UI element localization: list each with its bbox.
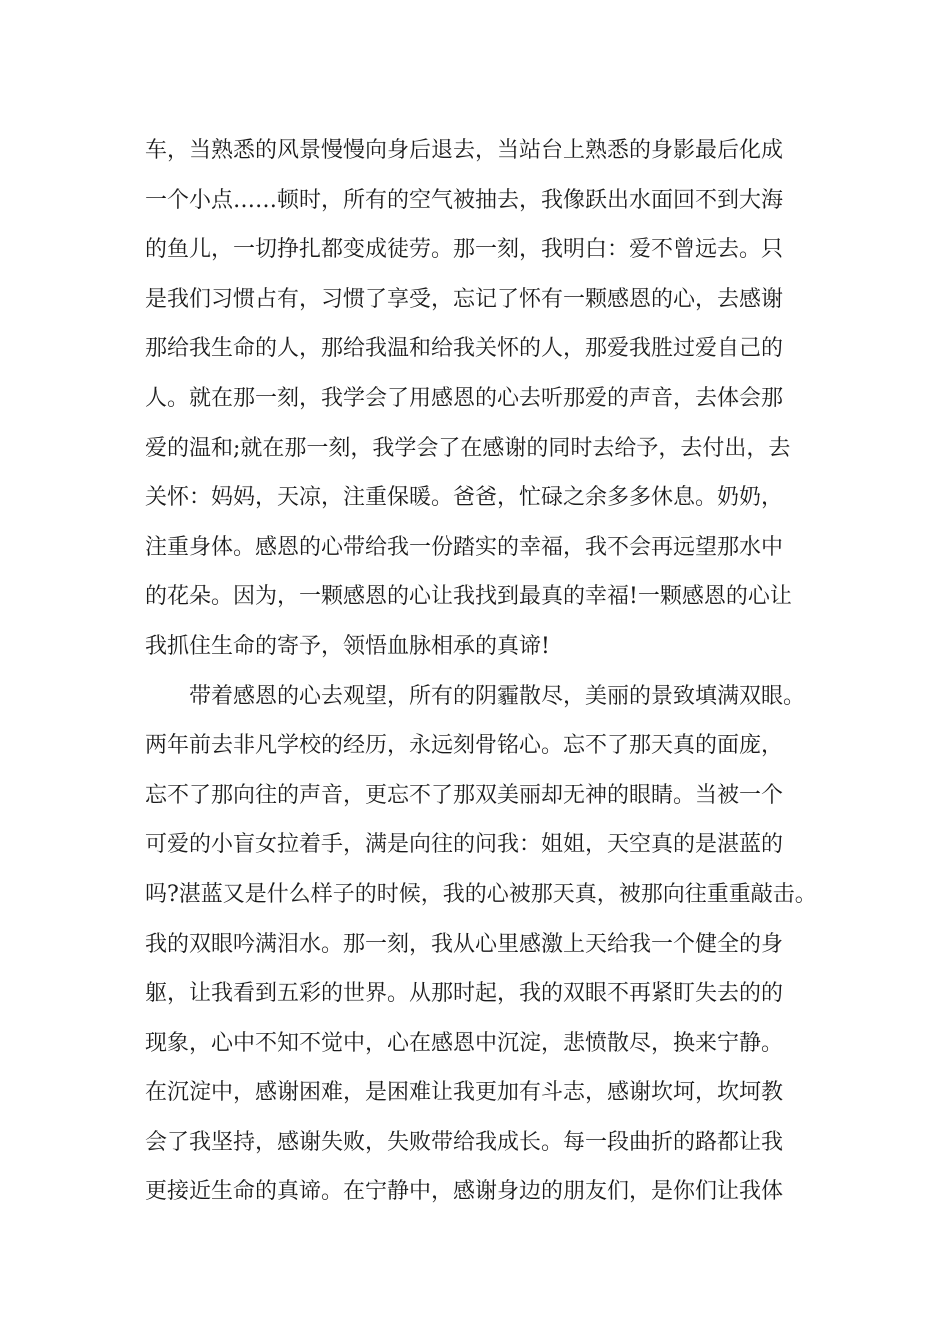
text-line: 爱的温和;就在那一刻，我学会了在感谢的同时去给予，去付出，去 bbox=[145, 435, 791, 461]
text-line: 一个小点……顿时，所有的空气被抽去，我像跃出水面回不到大海 bbox=[145, 187, 784, 213]
text-line: 在沉淀中，感谢困难，是困难让我更加有斗志，感谢坎坷，坎坷教 bbox=[145, 1080, 784, 1106]
text-line: 会了我坚持，感谢失败，失败带给我成长。每一段曲折的路都让我 bbox=[145, 1129, 784, 1155]
text-line: 关怀：妈妈，天凉，注重保暖。爸爸，忙碌之余多多休息。奶奶， bbox=[145, 485, 784, 511]
paragraph-start-line: 带着感恩的心去观望，所有的阴霾散尽，美丽的景致填满双眼。 bbox=[189, 683, 806, 709]
text-line: 是我们习惯占有，习惯了享受，忘记了怀有一颗感恩的心，去感谢 bbox=[145, 286, 784, 312]
text-line: 可爱的小盲女拉着手，满是向往的问我：姐姐，天空真的是湛蓝的 bbox=[145, 832, 784, 858]
text-line: 的花朵。因为，一颗感恩的心让我找到最真的幸福!一颗感恩的心让 bbox=[145, 584, 792, 610]
text-line: 吗?湛蓝又是什么样子的时候，我的心被那天真，被那向往重重敲击。 bbox=[145, 881, 817, 907]
text-line: 我抓住生命的寄予，领悟血脉相承的真谛! bbox=[145, 633, 550, 659]
text-line: 人。就在那一刻，我学会了用感恩的心去听那爱的声音，去体会那 bbox=[145, 385, 784, 411]
text-line: 车，当熟悉的风景慢慢向身后退去，当站台上熟悉的身影最后化成 bbox=[145, 138, 784, 163]
text-line: 那给我生命的人，那给我温和给我关怀的人，那爱我胜过爱自己的 bbox=[145, 336, 784, 362]
text-line: 注重身体。感恩的心带给我一份踏实的幸福，我不会再远望那水中 bbox=[145, 534, 784, 560]
text-line: 更接近生命的真谛。在宁静中，感谢身边的朋友们，是你们让我体 bbox=[145, 1179, 784, 1205]
text-line: 的鱼儿，一切挣扎都变成徒劳。那一刻，我明白：爱不曾远去。只 bbox=[145, 237, 784, 263]
text-line: 两年前去非凡学校的经历，永远刻骨铭心。忘不了那天真的面庞， bbox=[145, 733, 784, 759]
text-line: 我的双眼吟满泪水。那一刻，我从心里感激上天给我一个健全的身 bbox=[145, 931, 784, 957]
text-line: 忘不了那向往的声音，更忘不了那双美丽却无神的眼睛。当被一个 bbox=[145, 782, 784, 808]
text-line: 现象，心中不知不觉中，心在感恩中沉淀，悲愤散尽，换来宁静。 bbox=[145, 1030, 784, 1056]
body-text bbox=[145, 126, 835, 1217]
text-line: 躯，让我看到五彩的世界。从那时起，我的双眼不再紧盯失去的的 bbox=[145, 981, 784, 1007]
